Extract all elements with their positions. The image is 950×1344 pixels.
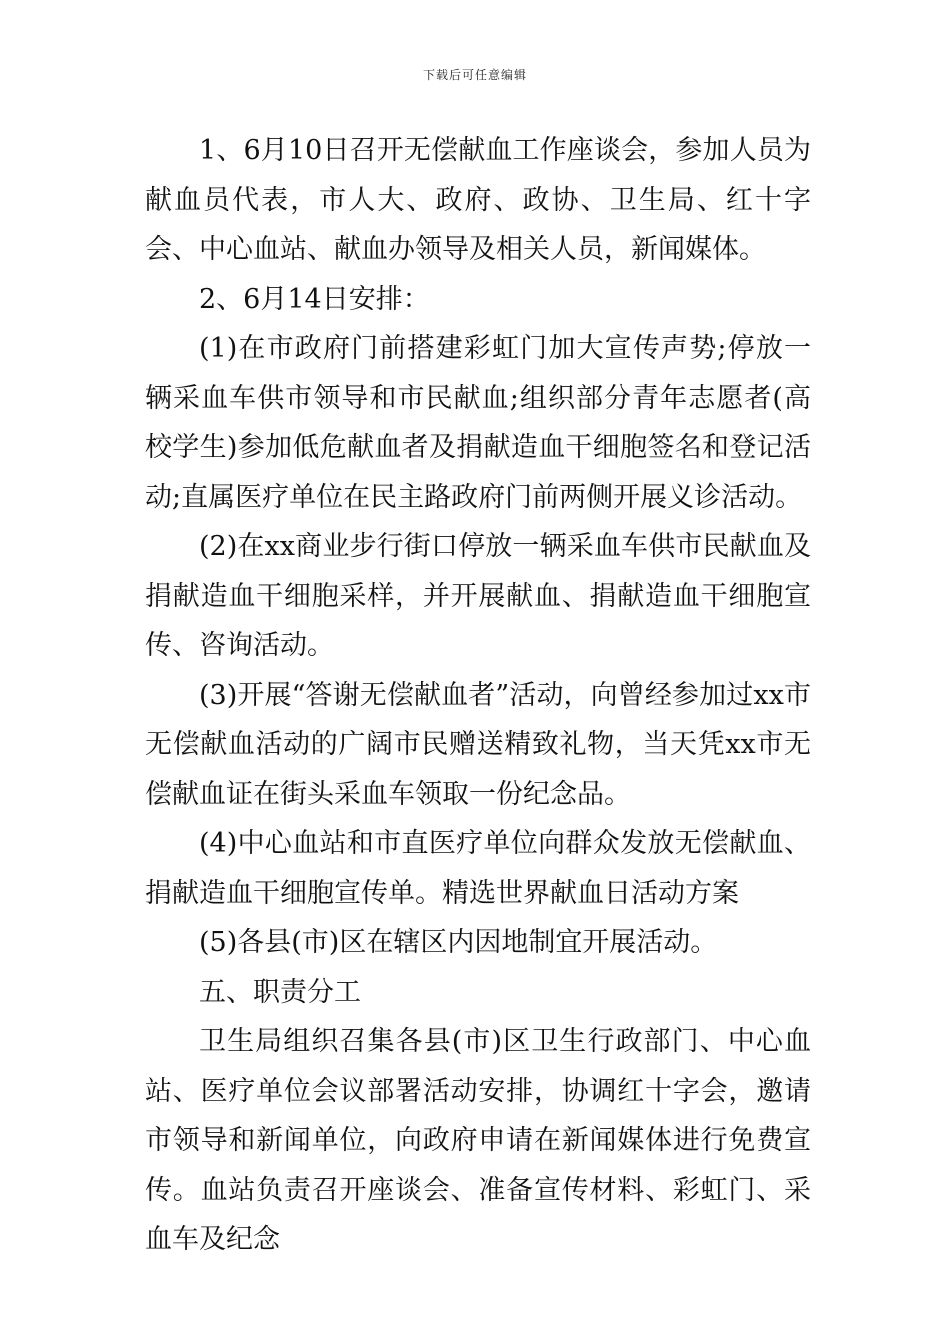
paragraph-item-4: (4)中心血站和市直医疗单位向群众发放无偿献血、捐献造血干细胞宣传单。精选世界献血日活动方案 (145, 828, 811, 909)
paragraph-meeting: 1、6月10日召开无偿献血工作座谈会，参加人员为献血员代表，市人大、政府、政协、卫生局、红十字会、中心血站、献血办领导及相关人员，新闻媒体。 (145, 135, 811, 265)
header-note: 下载后可任意编辑 (422, 68, 527, 82)
section-heading-responsibilities: 五、职责分工 (199, 976, 361, 1008)
paragraph-item-1: (1)在市政府门前搭建彩虹门加大宣传声势;停放一辆采血车供市领导和市民献血;组织部分青年志愿者(高校学生)参加低危献血者及捐献造血干细胞签名和登记活动;直属医疗单位在民主路政府门前两侧开展义诊活动。 (145, 333, 811, 513)
paragraph-item-2: (2)在xx商业步行街口停放一辆采血车供市民献血及捐献造血干细胞采样，并开展献血、捐献造血干细胞宣传、咨询活动。 (145, 531, 811, 661)
paragraph-june14-heading: 2、6月14日安排： (199, 283, 430, 315)
paragraph-responsibilities: 卫生局组织召集各县(市)区卫生行政部门、中心血站、医疗单位会议部署活动安排，协调红十字会，邀请市领导和新闻单位，向政府申请在新闻媒体进行免费宣传。血站负责召开座谈会、准备宣传材料、彩虹门、采血车及纪念 (145, 1026, 811, 1255)
paragraph-item-3: (3)开展“答谢无偿献血者”活动，向曾经参加过xx市无偿献血活动的广阔市民赠送精致礼物，当天凭xx市无偿献血证在街头采血车领取一份纪念品。 (145, 679, 811, 810)
paragraph-item-5: (5)各县(市)区在辖区内因地制宜开展活动。 (199, 927, 718, 958)
document-body (145, 126, 811, 1265)
